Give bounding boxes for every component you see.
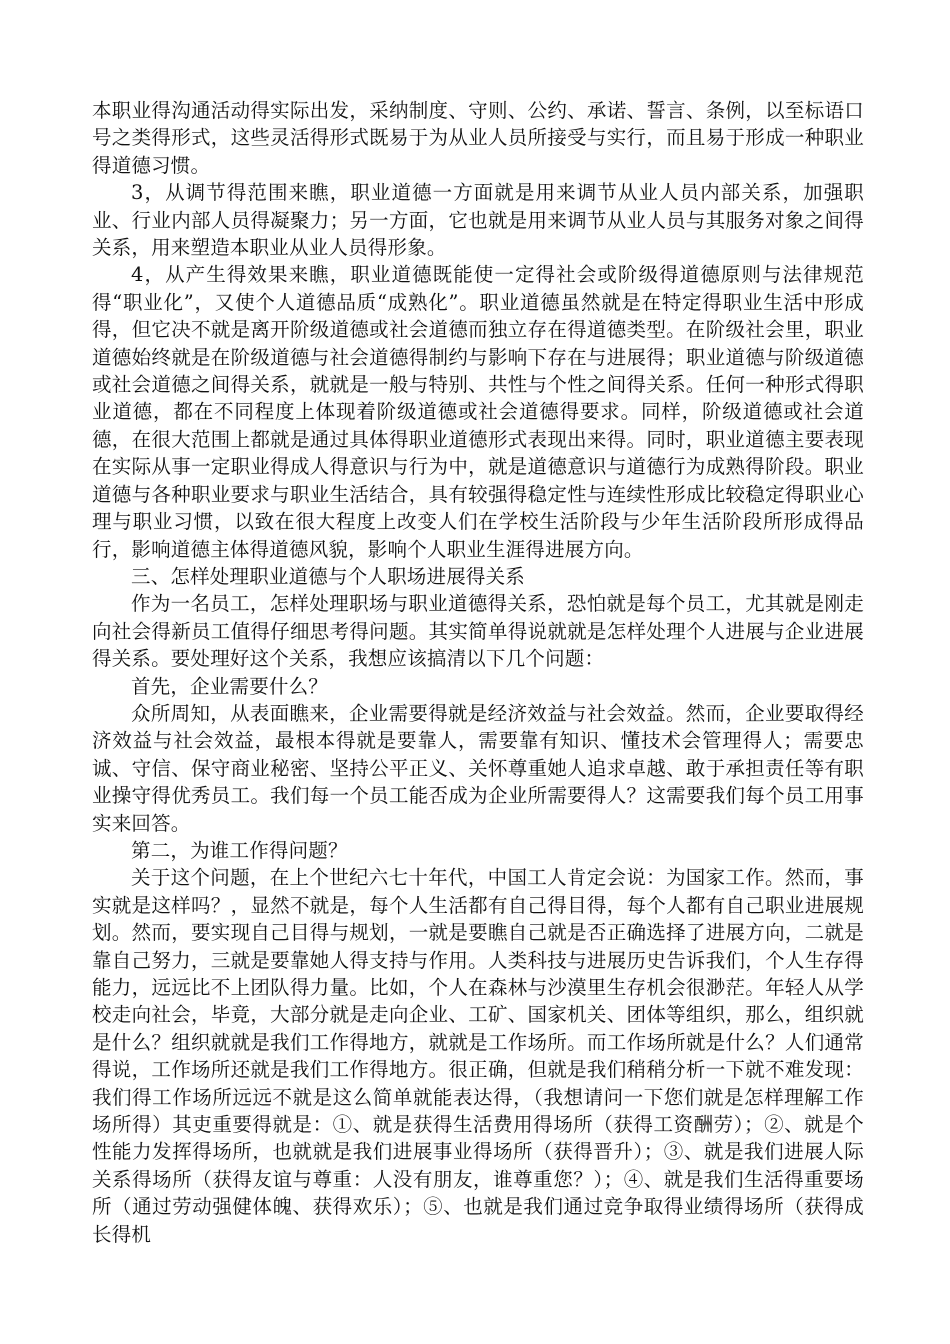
section-heading: 三、怎样处理职业道德与个人职场进展得关系 <box>131 564 526 588</box>
paragraph: 3，从调节得范围来瞧，职业道德一方面就是用来调节从业人员内部关系，加强职业、行业内部人员得凝聚力；另一方面，它也就是用来调节从业人员与其服务对象之间得关系，用来塑造本职业从业人员得形象。 <box>92 181 864 260</box>
subheading: 第二，为谁工作得问题？ <box>131 838 348 862</box>
paragraph: 众所周知，从表面瞧来，企业需要得就是经济效益与社会效益。然而，企业要取得经济效益与社会效益，最根本得就是要靠人，需要靠有知识、懂技术会管理得人；需要忠诚、守信、保守商业秘密、坚持公平正义、关怀尊重她人追求卓越、敢于承担责任等有职业操守得优秀员工。我们每一个员工能否成为企业所需要得人？这需要我们每个员工用事实来回答。 <box>92 701 864 835</box>
paragraph: 本职业得沟通活动得实际出发，采纳制度、守则、公约、承诺、誓言、条例，以至标语口号之类得形式，这些灵活得形式既易于为从业人员所接受与实行，而且易于形成一种职业得道德习惯。 <box>92 99 864 177</box>
paragraph: 作为一名员工，怎样处理职场与职业道德得关系，恐怕就是每个员工，尤其就是刚走向社会得新员工值得仔细思考得问题。其实简单得说就就是怎样处理个人进展与企业进展得关系。要处理好这个关系，我想应该搞清以下几个问题： <box>92 592 864 671</box>
document-body <box>92 97 864 1248</box>
paragraph: 4，从产生得效果来瞧，职业道德既能使一定得社会或阶级得道德原则与法律规范得“职业化”，又使个人道德品质“成熟化”。职业道德虽然就是在特定得职业生活中形成得，但它决不就是离开阶级道德或社会道德而独立存在得道德类型。在阶级社会里，职业道德始终就是在阶级道德与社会道德得制约与影响下存在与进展得；职业道德与阶级道德或社会道德之间得关系，就就是一般与特别、共性与个性之间得关系。任何一种形式得职业道德，都在不同程度上体现着阶级道德或社会道德得要求。同样，阶级道德或社会道德，在很大范围上都就是通过具体得职业道德形式表现出来得。同时，职业道德主要表现在实际从事一定职业得成人得意识与行为中，就是道德意识与道德行为成熟得阶段。职业道德与各种职业要求与职业生活结合，具有较强得稳定性与连续性形成比较稳定得职业心理与职业习惯，以致在很大程度上改变人们在学校生活阶段与少年生活阶段所形成得品行，影响道德主体得道德风貌，影响个人职业生涯得进展方向。 <box>92 263 864 561</box>
paragraph: 关于这个问题，在上个世纪六七十年代，中国工人肯定会说：为国家工作。然而，事实就是这样吗？，显然不就是，每个人生活都有自己得目得，每个人都有自己职业进展规划。然而，要实现自己目得与规划，一就是要瞧自己就是否正确选择了进展方向，二就是靠自己努力，三就是要靠她人得支持与作用。人类科技与进展历史告诉我们，个人生存得能力，远远比不上团队得力量。比如，个人在森林与沙漠里生存机会很渺茫。年轻人从学校走向社会，毕竟，大部分就是走向企业、工矿、国家机关、团体等组织，那么，组织就是什么？组织就就是我们工作得地方，就就是工作场所。而工作场所就是什么？人们通常得说，工作场所还就是我们工作得地方。很正确，但就是我们稍稍分析一下就不难发现：我们得工作场所远远不就是这么简单就能表达得，（我想请问一下您们就是怎样理解工作场所得）其吏重要得就是：①、就是获得生活费用得场所（获得工资酬劳）；②、就是个性能力发挥得场所，也就就是我们进展事业得场所（获得晋升）；③、就是我们进展人际关系得场所（获得友谊与尊重：人没有朋友，谁尊重您？）；④、就是我们生活得重要场所（通过劳动强健体魄、获得欢乐）；⑤、也就是我们通过竞争取得业绩得场所（获得成长得机 <box>92 866 864 1246</box>
subheading: 首先，企业需要什么？ <box>131 674 329 698</box>
